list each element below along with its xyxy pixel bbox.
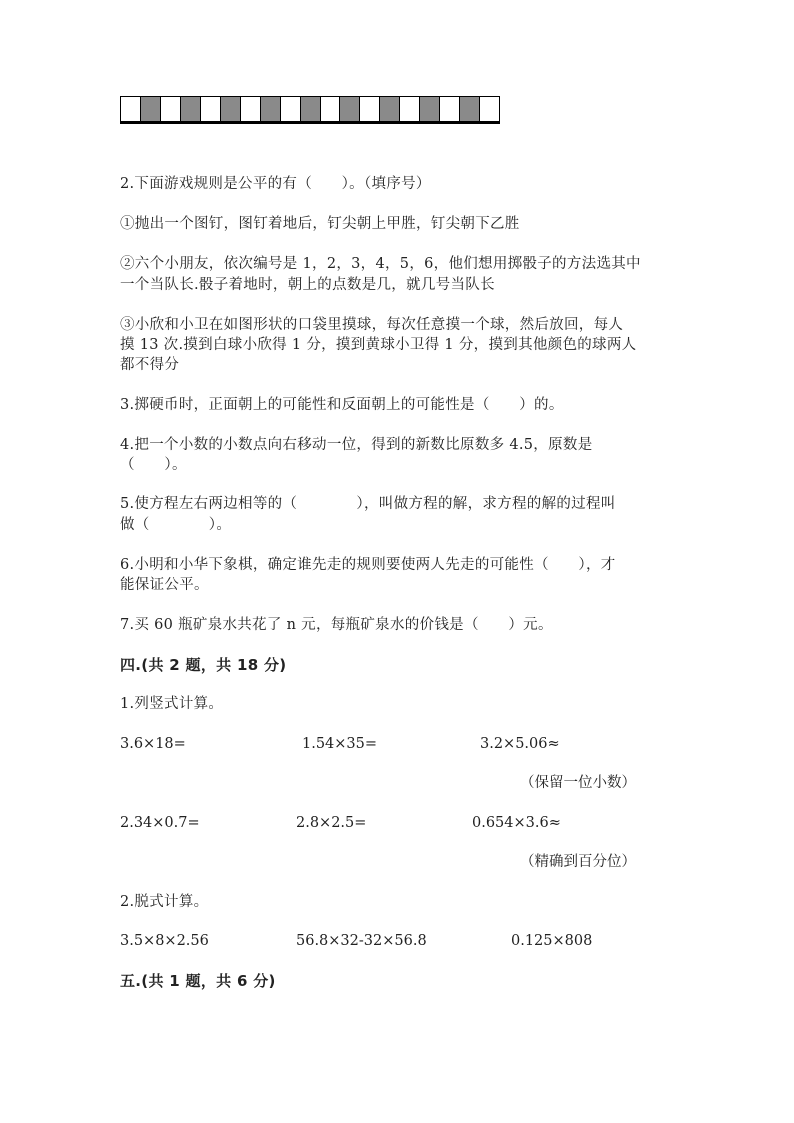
calc-r2-c2: 2.8×2.5= bbox=[296, 815, 367, 831]
s4-q2-title: 2.脱式计算。 bbox=[120, 894, 209, 910]
q2-option-3-line-1: ③小欣和小卫在如图形状的口袋里摸球，每次任意摸一个球，然后放回，每人 bbox=[120, 317, 624, 333]
calc-r2-c3: 0.654×3.6≈ bbox=[472, 815, 561, 831]
pattern-cell-shaded bbox=[141, 96, 161, 122]
pattern-cell-blank bbox=[241, 96, 261, 122]
pattern-cell-shaded bbox=[181, 96, 201, 122]
pattern-strip bbox=[120, 96, 500, 124]
pattern-cell-blank bbox=[161, 96, 181, 122]
q2-option-2-line-2: 一个当队长.骰子着地时，朝上的点数是几，就几号当队长 bbox=[120, 277, 495, 293]
section-5-heading: 五.(共 1 题，共 6 分) bbox=[120, 972, 276, 990]
q2-option-3-line-3: 都不得分 bbox=[120, 357, 180, 373]
pattern-cell-shaded bbox=[221, 96, 241, 122]
pattern-cell-blank bbox=[360, 96, 380, 122]
q6-line-1: 6.小明和小华下象棋，确定谁先走的规则要使两人先走的可能性（ ），才 bbox=[120, 557, 616, 573]
pattern-cell-blank bbox=[201, 96, 221, 122]
calc-r1-note: （保留一位小数） bbox=[520, 775, 636, 791]
q3-text: 3.掷硬币时，正面朝上的可能性和反面朝上的可能性是（ ）的。 bbox=[120, 397, 564, 413]
q7-text: 7.买 60 瓶矿泉水共花了 n 元，每瓶矿泉水的价钱是（ ）元。 bbox=[120, 617, 553, 633]
pattern-cell-shaded bbox=[380, 96, 400, 122]
expr-1: 3.5×8×2.56 bbox=[120, 933, 209, 949]
pattern-cell-shaded bbox=[460, 96, 480, 122]
pattern-cell-blank bbox=[321, 96, 341, 122]
section-4-heading: 四.(共 2 题，共 18 分) bbox=[120, 656, 287, 674]
pattern-cell-shaded bbox=[420, 96, 440, 122]
calc-r1-c1: 3.6×18= bbox=[120, 736, 186, 752]
q5-line-2: 做（ ）。 bbox=[120, 517, 232, 533]
pattern-cell-shaded bbox=[301, 96, 321, 122]
calc-r1-c3: 3.2×5.06≈ bbox=[480, 736, 560, 752]
q2-option-1: ①抛出一个图钉，图钉着地后，钉尖朝上甲胜，钉尖朝下乙胜 bbox=[120, 216, 520, 232]
pattern-cell-blank bbox=[281, 96, 301, 122]
pattern-cell-blank bbox=[440, 96, 460, 122]
q6-line-2: 能保证公平。 bbox=[120, 577, 209, 593]
pattern-cell-blank bbox=[480, 96, 500, 122]
s4-q1-title: 1.列竖式计算。 bbox=[120, 696, 224, 712]
calc-r2-c1: 2.34×0.7= bbox=[120, 815, 200, 831]
q2-stem: 2.下面游戏规则是公平的有（ ）。（填序号） bbox=[120, 176, 431, 192]
q4-line-1: 4.把一个小数的小数点向右移动一位，得到的新数比原数多 4.5，原数是 bbox=[120, 437, 593, 453]
pattern-cell-shaded bbox=[261, 96, 281, 122]
calc-r1-c2: 1.54×35= bbox=[302, 736, 378, 752]
pattern-cell-blank bbox=[400, 96, 420, 122]
calc-r2-note: （精确到百分位） bbox=[520, 854, 636, 870]
pattern-cell-blank bbox=[121, 96, 141, 122]
pattern-cell-shaded bbox=[340, 96, 360, 122]
expr-3: 0.125×808 bbox=[511, 933, 593, 949]
q2-option-2-line-1: ②六个小朋友，依次编号是 1，2，3，4，5，6，他们想用掷骰子的方法选其中 bbox=[120, 256, 641, 272]
q2-option-3-line-2: 摸 13 次.摸到白球小欣得 1 分，摸到黄球小卫得 1 分，摸到其他颜色的球两人 bbox=[120, 337, 637, 353]
q5-line-1: 5.使方程左右两边相等的（ ），叫做方程的解，求方程的解的过程叫 bbox=[120, 496, 616, 512]
q4-line-2: （ ）。 bbox=[120, 457, 187, 473]
expr-2: 56.8×32-32×56.8 bbox=[296, 933, 427, 949]
